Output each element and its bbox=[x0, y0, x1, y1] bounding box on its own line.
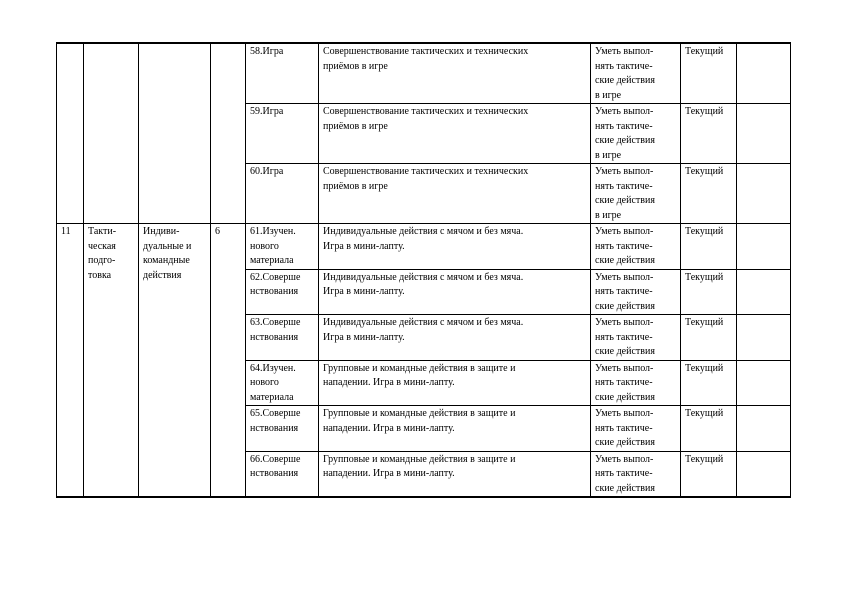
content-cell: Групповые и командные действия в защите и нападении. Игра в мини-лапту. bbox=[319, 451, 591, 497]
empty-cell bbox=[84, 43, 139, 224]
content-cell: Совершенствование тактических и технических приёмов в игре bbox=[319, 43, 591, 104]
skill-cell: Уметь выпол- нять тактиче- ские действия в игре bbox=[591, 43, 681, 104]
empty-cell bbox=[737, 269, 791, 315]
lesson-cell: 59.Игра bbox=[246, 104, 319, 164]
control-cell: Текущий bbox=[681, 360, 737, 406]
control-cell: Текущий bbox=[681, 269, 737, 315]
lesson-cell: 61.Изучен. нового материала bbox=[246, 224, 319, 270]
control-cell: Текущий bbox=[681, 164, 737, 224]
control-cell: Текущий bbox=[681, 315, 737, 361]
table-row bbox=[57, 224, 791, 270]
content-cell: Совершенствование тактических и технических приёмов в игре bbox=[319, 164, 591, 224]
empty-cell bbox=[737, 360, 791, 406]
skill-cell: Уметь выпол- нять тактиче- ские действия bbox=[591, 224, 681, 270]
section-number: 11 bbox=[57, 224, 84, 498]
skill-cell: Уметь выпол- нять тактиче- ские действия bbox=[591, 315, 681, 361]
lesson-cell: 65.Соверше нствования bbox=[246, 406, 319, 452]
section-topic: Индиви- дуальные и командные действия bbox=[139, 224, 211, 498]
content-cell: Индивидуальные действия с мячом и без мяча. Игра в мини-лапту. bbox=[319, 224, 591, 270]
empty-cell bbox=[737, 104, 791, 164]
lesson-cell: 66.Соверше нствования bbox=[246, 451, 319, 497]
lesson-cell: 63.Соверше нствования bbox=[246, 315, 319, 361]
skill-cell: Уметь выпол- нять тактиче- ские действия bbox=[591, 360, 681, 406]
empty-cell bbox=[211, 43, 246, 224]
content-cell: Индивидуальные действия с мячом и без мяча. Игра в мини-лапту. bbox=[319, 269, 591, 315]
skill-cell: Уметь выпол- нять тактиче- ские действия bbox=[591, 451, 681, 497]
control-cell: Текущий bbox=[681, 224, 737, 270]
table-row bbox=[57, 43, 791, 104]
skill-cell: Уметь выпол- нять тактиче- ские действия в игре bbox=[591, 104, 681, 164]
control-cell: Текущий bbox=[681, 451, 737, 497]
empty-cell bbox=[737, 224, 791, 270]
control-cell: Текущий bbox=[681, 104, 737, 164]
content-cell: Групповые и командные действия в защите и нападении. Игра в мини-лапту. bbox=[319, 406, 591, 452]
lesson-cell: 60.Игра bbox=[246, 164, 319, 224]
skill-cell: Уметь выпол- нять тактиче- ские действия bbox=[591, 269, 681, 315]
section-title: Такти- ческая подго- товка bbox=[84, 224, 139, 498]
empty-cell bbox=[737, 164, 791, 224]
content-cell: Индивидуальные действия с мячом и без мяча. Игра в мини-лапту. bbox=[319, 315, 591, 361]
lesson-cell: 62.Соверше нствования bbox=[246, 269, 319, 315]
control-cell: Текущий bbox=[681, 43, 737, 104]
content-cell: Групповые и командные действия в защите и нападении. Игра в мини-лапту. bbox=[319, 360, 591, 406]
section-hours: 6 bbox=[211, 224, 246, 498]
lesson-cell: 58.Игра bbox=[246, 43, 319, 104]
control-cell: Текущий bbox=[681, 406, 737, 452]
empty-cell bbox=[737, 43, 791, 104]
lesson-plan-table bbox=[56, 42, 791, 498]
empty-cell bbox=[737, 406, 791, 452]
empty-cell bbox=[737, 315, 791, 361]
skill-cell: Уметь выпол- нять тактиче- ские действия в игре bbox=[591, 164, 681, 224]
empty-cell bbox=[139, 43, 211, 224]
lesson-cell: 64.Изучен. нового материала bbox=[246, 360, 319, 406]
empty-cell bbox=[737, 451, 791, 497]
empty-cell bbox=[57, 43, 84, 224]
skill-cell: Уметь выпол- нять тактиче- ские действия bbox=[591, 406, 681, 452]
content-cell: Совершенствование тактических и технических приёмов в игре bbox=[319, 104, 591, 164]
